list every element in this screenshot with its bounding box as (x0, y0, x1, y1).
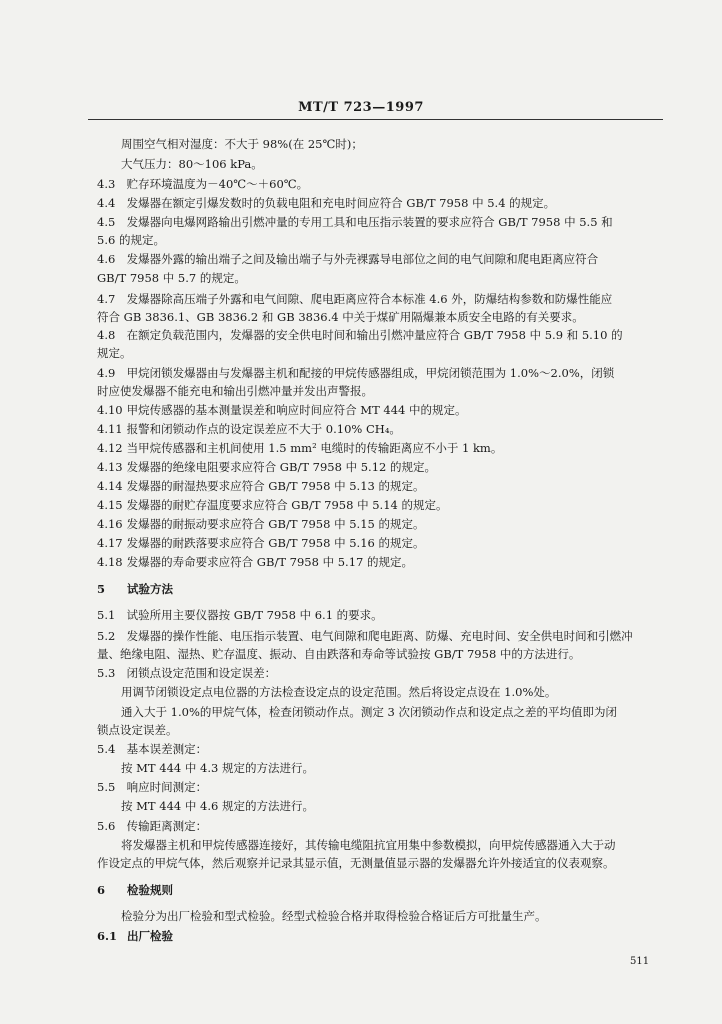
clause-text: 当甲烷传感器和主机间使用 1.5 mm² 电缆时的传输距离应不小于 1 km。 (126, 441, 503, 455)
text-line: 用调节闭锁设定点电位器的方法检查设定点的设定范围。然后将设定点设在 1.0%处。 (121, 685, 557, 699)
section-6-heading (97, 881, 667, 899)
clause-text: 基本误差测定： (126, 742, 208, 756)
clause-text: 发爆器的绝缘电阻要求应符合 GB/T 7958 中 5.12 的规定。 (126, 460, 436, 474)
clause-number: 6.1 (97, 929, 118, 943)
section-5-heading (97, 580, 667, 598)
clause-text: 试验所用主要仪器按 GB/T 7958 中 6.1 的要求。 (126, 608, 383, 622)
section-number: 5 (97, 582, 106, 596)
clause-number: 4.4 (97, 196, 116, 210)
clause-number: 4.9 (97, 366, 116, 380)
text-line: 通入大于 1.0%的甲烷气体，检查闭锁动作点。测定 3 次闭锁动作点和设定点之差的平均值即为闭 (121, 705, 617, 719)
text-line: 5.6 的规定。 (97, 233, 165, 247)
clause-text: 发爆器的耐跌落要求应符合 GB/T 7958 中 5.16 的规定。 (126, 536, 425, 550)
header-rule (88, 119, 663, 120)
clause-number: 5.4 (97, 742, 116, 756)
section-title: 试验方法 (127, 582, 174, 596)
clause-number: 4.11 (97, 422, 123, 436)
clause-text: 闭锁点设定范围和设定误差： (126, 666, 277, 680)
clause-number: 5.3 (97, 666, 116, 680)
clause-text: 发爆器向电爆网路输出引燃冲量的专用工具和电压指示装置的要求应符合 GB/T 7958 中 5.5 和 (126, 215, 613, 229)
clause-text: 发爆器的耐湿热要求应符合 GB/T 7958 中 5.13 的规定。 (126, 479, 425, 493)
clause-4-12 (97, 439, 667, 457)
clause-5-2 (97, 627, 667, 645)
clause-number: 4.7 (97, 292, 116, 306)
clause-number: 5.1 (97, 608, 116, 622)
clause-text: 在额定负载范围内，发爆器的安全供电时间和输出引燃冲量应符合 GB/T 7958 中 5.9 和 5.10 的 (126, 328, 623, 342)
clause-4-4 (97, 194, 667, 212)
clause-5-4 (97, 740, 667, 758)
clause-number: 5.5 (97, 780, 116, 794)
text-line: 锁点设定误差。 (97, 723, 178, 737)
text-line: 大气压力：80～106 kPa。 (121, 157, 263, 171)
clause-number: 4.3 (97, 177, 116, 191)
clause-4-17 (97, 534, 667, 552)
clause-4-3 (97, 175, 667, 193)
clause-number: 4.10 (97, 403, 123, 417)
clause-text: 发爆器的操作性能、电压指示装置、电气间隙和爬电距离、防爆、充电时间、安全供电时间和引燃冲 (126, 629, 633, 643)
clause-text: 发爆器外露的输出端子之间及输出端子与外壳裸露导电部位之间的电气间隙和爬电距离应符合 (126, 252, 599, 266)
clause-4-9 (97, 364, 667, 382)
clause-4-13 (97, 458, 667, 476)
clause-4-18 (97, 553, 667, 571)
clause-6-1-heading (97, 927, 667, 945)
clause-5-5 (97, 778, 667, 796)
clause-4-10 (97, 401, 667, 419)
clause-text: 发爆器的寿命要求应符合 GB/T 7958 中 5.17 的规定。 (126, 555, 413, 569)
clause-4-6 (97, 250, 667, 268)
clause-number: 4.13 (97, 460, 123, 474)
clause-text: 甲烷闭锁发爆器由与发爆器主机和配接的甲烷传感器组成，甲烷闭锁范围为 1.0%～2.0%，闭锁 (126, 366, 615, 380)
section-title: 检验规则 (127, 883, 174, 897)
text-line: 量、绝缘电阻、湿热、贮存温度、振动、自由跌落和寿命等试验按 GB/T 7958 中的方法进行。 (97, 647, 581, 661)
text-line: 将发爆器主机和甲烷传感器连接好，其传输电缆阻抗宜用集中参数模拟，向甲烷传感器通入大于动 (121, 838, 616, 852)
clause-5-1 (97, 606, 667, 624)
clause-text: 发爆器除高压端子外露和电气间隙、爬电距离应符合本标准 4.6 外，防爆结构参数和防爆性能应 (126, 292, 613, 306)
clause-4-7 (97, 290, 667, 308)
text-line: 按 MT 444 中 4.3 规定的方法进行。 (121, 761, 314, 775)
clause-text: 传输距离测定： (126, 819, 208, 833)
clause-text: 贮存环境温度为－40℃～＋60℃。 (126, 177, 309, 191)
text-line: 作设定点的甲烷气体，然后观察并记录其显示值，无测量值显示器的发爆器允许外接适宜的仪表观察。 (97, 856, 615, 870)
text-line: 按 MT 444 中 4.6 规定的方法进行。 (121, 799, 314, 813)
clause-number: 4.5 (97, 215, 116, 229)
clause-number: 4.15 (97, 498, 123, 512)
clause-number: 5.2 (97, 629, 116, 643)
clause-4-11 (97, 420, 667, 438)
text-line: 检验分为出厂检验和型式检验。经型式检验合格并取得检验合格证后方可批量生产。 (121, 909, 547, 923)
clause-4-8 (97, 326, 667, 344)
clause-4-16 (97, 515, 667, 533)
clause-number: 4.16 (97, 517, 123, 531)
section-number: 6 (97, 883, 106, 897)
clause-title: 出厂检验 (127, 929, 174, 943)
text-line: GB/T 7958 中 5.7 的规定。 (97, 271, 246, 285)
text-line: 周围空气相对湿度：不大于 98%(在 25℃时)； (121, 137, 363, 151)
clause-4-5 (97, 213, 667, 231)
clause-5-6 (97, 817, 667, 835)
clause-number: 4.8 (97, 328, 116, 342)
standard-code-header: MT/T 723—1997 (298, 100, 424, 115)
text-line: 规定。 (97, 346, 132, 360)
text-line: 符合 GB 3836.1、GB 3836.2 和 GB 3836.4 中关于煤矿用隔爆兼本质安全电路的有关要求。 (97, 310, 584, 324)
clause-text: 发爆器在额定引爆发数时的负载电阻和充电时间应符合 GB/T 7958 中 5.4 的规定。 (126, 196, 556, 210)
clause-4-15 (97, 496, 667, 514)
clause-text: 甲烷传感器的基本测量误差和响应时间应符合 MT 444 中的规定。 (126, 403, 467, 417)
clause-number: 4.18 (97, 555, 123, 569)
clause-text: 发爆器的耐贮存温度要求应符合 GB/T 7958 中 5.14 的规定。 (126, 498, 448, 512)
clause-text: 报警和闭锁动作点的设定误差应不大于 0.10% CH₄。 (126, 422, 401, 436)
clause-number: 4.12 (97, 441, 123, 455)
clause-text: 发爆器的耐振动要求应符合 GB/T 7958 中 5.15 的规定。 (126, 517, 425, 531)
clause-4-14 (97, 477, 667, 495)
clause-number: 4.14 (97, 479, 123, 493)
text-line: 时应使发爆器不能充电和输出引燃冲量并发出声警报。 (97, 384, 373, 398)
clause-5-3 (97, 664, 667, 682)
clause-number: 4.17 (97, 536, 123, 550)
clause-text: 响应时间测定： (126, 780, 208, 794)
page-number: 511 (630, 956, 650, 967)
clause-number: 4.6 (97, 252, 116, 266)
clause-number: 5.6 (97, 819, 116, 833)
